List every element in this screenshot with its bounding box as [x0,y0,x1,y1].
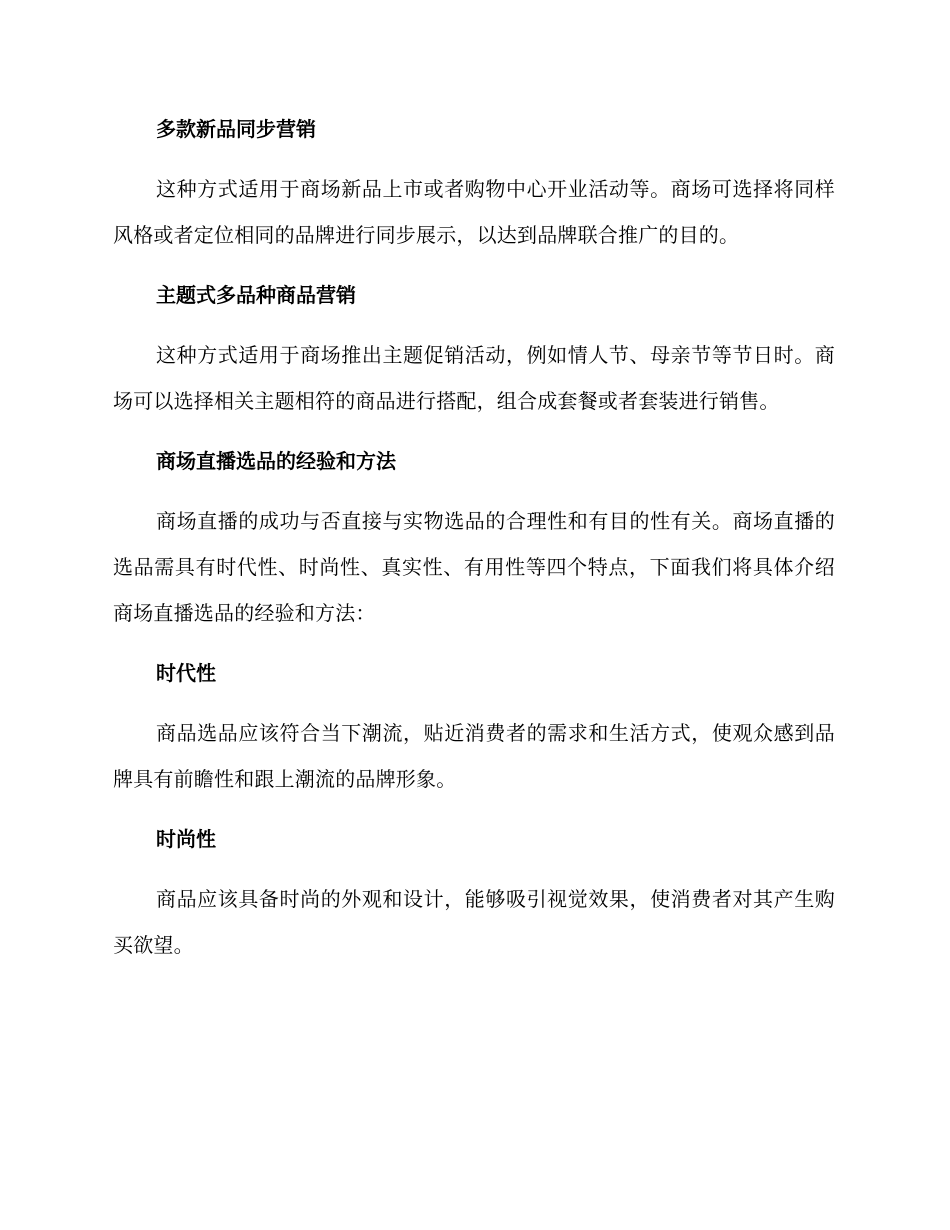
section-livestream-selection [113,440,835,636]
section-theme-marketing [113,274,835,424]
section-timeliness [113,652,835,802]
section-heading: 时代性 [156,661,216,685]
section-heading: 时尚性 [156,827,216,851]
section-heading: 商场直播选品的经验和方法 [156,449,396,473]
section-paragraph: 这种方式适用于商场推出主题促销活动，例如情人节、母亲节等节日时。商场可以选择相关主题相符的商品进行搭配，组合成套餐或者套装进行销售。 [113,343,835,413]
section-paragraph: 商品应该具备时尚的外观和设计，能够吸引视觉效果，使消费者对其产生购买欲望。 [113,887,835,957]
section-paragraph: 这种方式适用于商场新品上市或者购物中心开业活动等。商场可选择将同样风格或者定位相同的品牌进行同步展示，以达到品牌联合推广的目的。 [113,177,835,247]
document-page [113,108,835,984]
section-paragraph: 商场直播的成功与否直接与实物选品的合理性和有目的性有关。商场直播的选品需具有时代性、时尚性、真实性、有用性等四个特点，下面我们将具体介绍商场直播选品的经验和方法： [113,509,835,625]
section-paragraph: 商品选品应该符合当下潮流，贴近消费者的需求和生活方式，使观众感到品牌具有前瞻性和跟上潮流的品牌形象。 [113,721,835,791]
section-multi-new-products [113,108,835,258]
section-heading: 主题式多品种商品营销 [156,283,356,307]
section-heading: 多款新品同步营销 [156,117,316,141]
section-fashion [113,818,835,968]
